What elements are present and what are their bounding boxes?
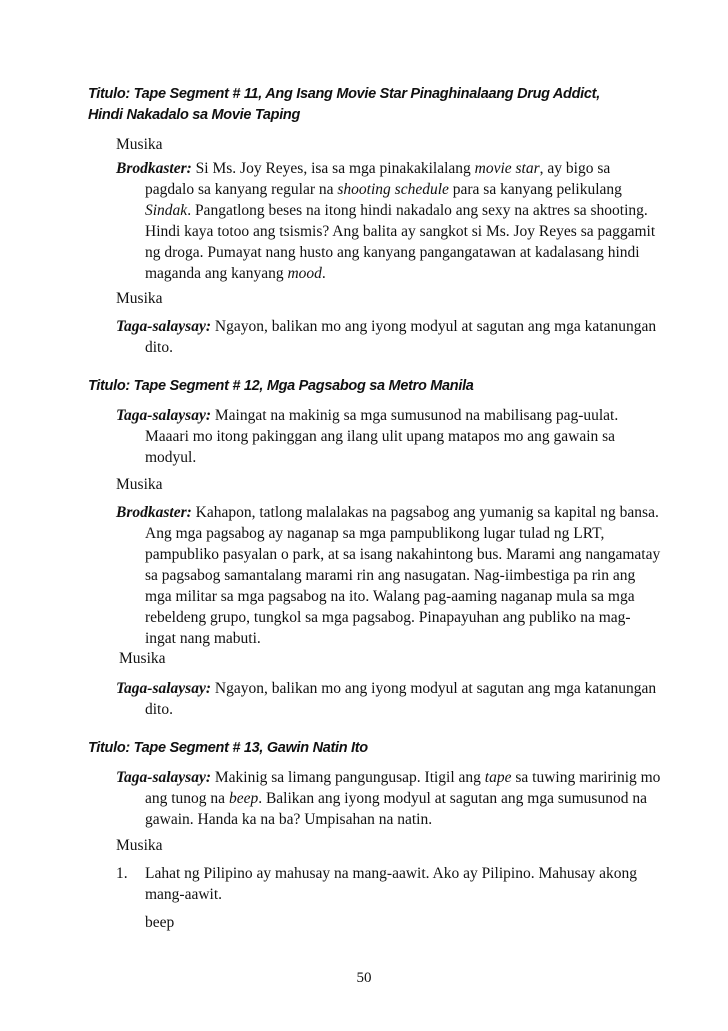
- segment-12-title: Titulo: Tape Segment # 12, Mga Pagsabog sa Metro Manila: [88, 378, 474, 394]
- italic-term: Sindak: [145, 202, 188, 219]
- text-run: Maingat na makinig sa mga sumusunod na mabilisang pag-uulat. Maaari mo itong pakinggan ang ilang ulit upang matapos mo ang gawain sa modyul.: [145, 407, 619, 466]
- segment-13-taga-salaysay-paragraph: [116, 767, 661, 830]
- italic-term: beep: [228, 790, 259, 807]
- page-number: 50: [356, 970, 372, 986]
- text-run: Ngayon, balikan mo ang iyong modyul at sagutan ang mga katanungan dito.: [145, 318, 657, 356]
- segment-11-musika-2: Musika: [116, 290, 163, 307]
- segment-13-item-1: [116, 863, 661, 905]
- segment-12-taga-salaysay-paragraph-2: [116, 678, 661, 720]
- segment-11-title: Titulo: Tape Segment # 11, Ang Isang Movie Star Pinaghinalaang Drug Addict, Hindi Nakadalo sa Movie Taping: [88, 86, 600, 123]
- italic-term: shooting schedule: [337, 181, 449, 198]
- text-run: para sa kanyang pelikulang: [448, 181, 622, 198]
- segment-11-brodkaster-paragraph: [116, 158, 661, 284]
- item-number: 1.: [116, 865, 128, 882]
- segment-13-beep: beep: [145, 914, 175, 931]
- speaker-label: Taga-salaysay:: [116, 769, 211, 786]
- segment-12-musika-1: Musika: [116, 476, 163, 493]
- italic-term: tape: [484, 769, 512, 786]
- text-run: Si Ms. Joy Reyes, isa sa mga pinakakilalang: [191, 160, 475, 177]
- item-text: Lahat ng Pilipino ay mahusay na mang-aawit. Ako ay Pilipino. Mahusay akong mang-aawit.: [145, 865, 638, 903]
- italic-term: movie star: [474, 160, 540, 177]
- segment-11-taga-salaysay-paragraph: [116, 316, 661, 358]
- text-run: , ay bigo sa pagdalo sa kanyang regular na: [145, 160, 611, 198]
- text-run: .: [321, 265, 326, 282]
- speaker-label: Brodkaster:: [116, 160, 192, 177]
- text-run: . Balikan ang iyong modyul at sagutan ang mga sumusunod na gawain. Handa ka na ba? Umpisahan na natin.: [145, 790, 647, 828]
- speaker-label: Taga-salaysay:: [116, 680, 211, 697]
- text-run: sa tuwing maririnig mo ang tunog na: [145, 769, 661, 807]
- speaker-label: Brodkaster:: [116, 504, 192, 521]
- segment-12-taga-salaysay-paragraph-1: [116, 405, 661, 468]
- text-run: Makinig sa limang pangungusap. Itigil ang: [211, 769, 485, 786]
- segment-11-musika-1: Musika: [116, 136, 163, 153]
- speaker-label: Taga-salaysay:: [116, 407, 211, 424]
- segment-12-musika-2: Musika: [119, 650, 166, 667]
- segment-13-musika: Musika: [116, 837, 163, 854]
- text-run: Ngayon, balikan mo ang iyong modyul at sagutan ang mga katanungan dito.: [145, 680, 657, 718]
- speaker-label: Taga-salaysay:: [116, 318, 211, 335]
- italic-term: mood: [287, 265, 322, 282]
- segment-12-brodkaster-paragraph: [116, 502, 661, 649]
- text-run: . Pangatlong beses na itong hindi nakadalo ang sexy na aktres sa shooting. Hindi kaya totoo ang tsismis? Ang balita ay sangkot si Ms. Joy Reyes sa paggamit ng droga. Pumayat nang husto ang kanyang pangangatawan at kadalasang hindi maganda ang kanyang: [145, 202, 656, 282]
- text-run: Kahapon, tatlong malalakas na pagsabog ang yumanig sa kapital ng bansa. Ang mga pagsabog ay naganap sa mga pampublikong lugar tulad ng LRT, pampubliko pasyalan o park, at sa isang nakahintong bus. Marami ang nangamatay sa pagsabog samantalang marami rin ang nasugatan. Nag-iimbestiga pa rin ang mga militar sa mga pagsabog na ito. Walang pag-aaming naganap mula sa mga rebeldeng grupo, tungkol sa mga pagsabog. Pinapayuhan ang publiko na mag-ingat nang mabuti.: [145, 504, 661, 647]
- segment-13-title: Titulo: Tape Segment # 13, Gawin Natin Ito: [88, 740, 368, 756]
